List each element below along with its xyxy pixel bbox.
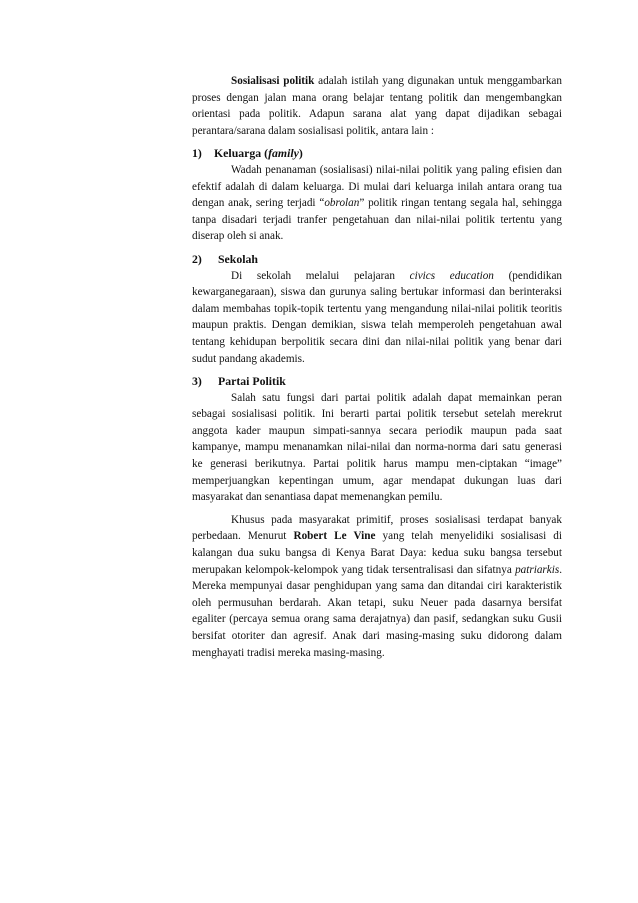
body-text: ” politik ringan tentang segala hal, sehingga tanpa disadari terjadi tranfer pengetahuan dan nilai-nilai politik tertentu yang diserap oleh si anak. (192, 197, 563, 243)
section-body-partai-politik (192, 390, 562, 506)
section-title-close: ) (298, 146, 303, 161)
body-text: Wadah penanaman (sosialisasi) nilai-nilai politik yang paling efisien dan efektif adalah di dalam keluarga. Di mulai dari keluarga inilah antara orang tua dengan anak, sering terjadi “ (192, 163, 562, 210)
body-text: Salah satu fungsi dari partai politik adalah dapat memainkan peran sebagai sosialisasi politik. Ini berarti partai politik tersebut setelah merekrut anggota kader maupun simpati-sannya secara periodik maupun pada saat kampanye, mampu menanamkan nilai-nilai dan norma-norma dari satu generasi ke generasi berikutnya. Partai politik harus mampu men-ciptakan “image” memperjuangkan kepentingan umum, agar mendapat dukungan luas dari masyarakat dan senantiasa dapat memenangkan pemilu. (192, 391, 562, 504)
section-title-open: ( (261, 146, 269, 161)
section-body-sekolah (192, 268, 562, 368)
body-italic: obrolan (324, 197, 360, 210)
section-body-keluarga (192, 162, 562, 245)
section-title: Sekolah (218, 251, 258, 266)
section-number: 2) (192, 251, 202, 266)
body-text: yang telah menyelidiki sosialisasi di kalangan dua suku bangsa di Kenya Barat Daya: kedua suku bangsa tersebut merupakan kelompok-kelompok yang tidak tersentralisasi dan sifatnya (192, 530, 562, 576)
section-title: Keluarga (214, 146, 262, 161)
section-heading-sekolah (192, 251, 562, 268)
section-title-italic: family (268, 146, 299, 161)
author-name: Robert Le Vine (293, 530, 376, 543)
body-italic: civics education (409, 269, 494, 282)
body-text: Khusus pada masyarakat primitif, proses sosialisasi terdapat banyak perbedaan. Menurut (192, 513, 562, 543)
section-heading-keluarga (192, 145, 562, 162)
body-text: (pendidikan kewarganegaraan), siswa dan gurunya saling bertukar informasi dan berinteraksi dalam membahas topik-topik tertentu yang mengandung nilai-nilai politik teoritis maupun praktis. Dengan demikian, siswa telah memperoleh pengetahuan awal tentang kehidupan berpolitik secara dini dan nilai-nilai politik yang benar dari sudut pandang akademis. (192, 269, 563, 365)
body-text: Di sekolah melalui pelajaran (231, 269, 410, 282)
intro-paragraph (192, 73, 562, 139)
body-text: . Mereka mempunyai dasar penghidupan yang sama dan ditandai ciri karakteristik oleh permusuhan berdarah. Akan tetapi, suku Neuer pada dasarnya bersifat egaliter (percaya semua orang sama derajatnya) dan pasif, sedangkan suku Gusii bersifat otoriter dan agresif. Anak dari masing-masing suku didorong dalam menghayati tradisi mereka masing-masing. (192, 563, 562, 659)
section-number: 3) (192, 374, 202, 389)
section-heading-partai-politik (192, 373, 562, 390)
section-number: 1) (192, 146, 202, 161)
intro-term: Sosialisasi politik (231, 75, 315, 87)
section-title: Partai Politik (218, 374, 286, 389)
body-italic: patriarkis (515, 563, 560, 576)
document-page (192, 73, 562, 661)
intro-text: adalah istilah yang digunakan untuk menggambarkan proses dengan jalan mana orang belajar tentang politik dan mengembangkan orientasi pada politik. Adapun sarana alat yang dapat dijadikan sebagai perantara/sarana dalam sosialisasi politik, antara lain : (192, 75, 562, 137)
closing-paragraph (192, 512, 562, 661)
